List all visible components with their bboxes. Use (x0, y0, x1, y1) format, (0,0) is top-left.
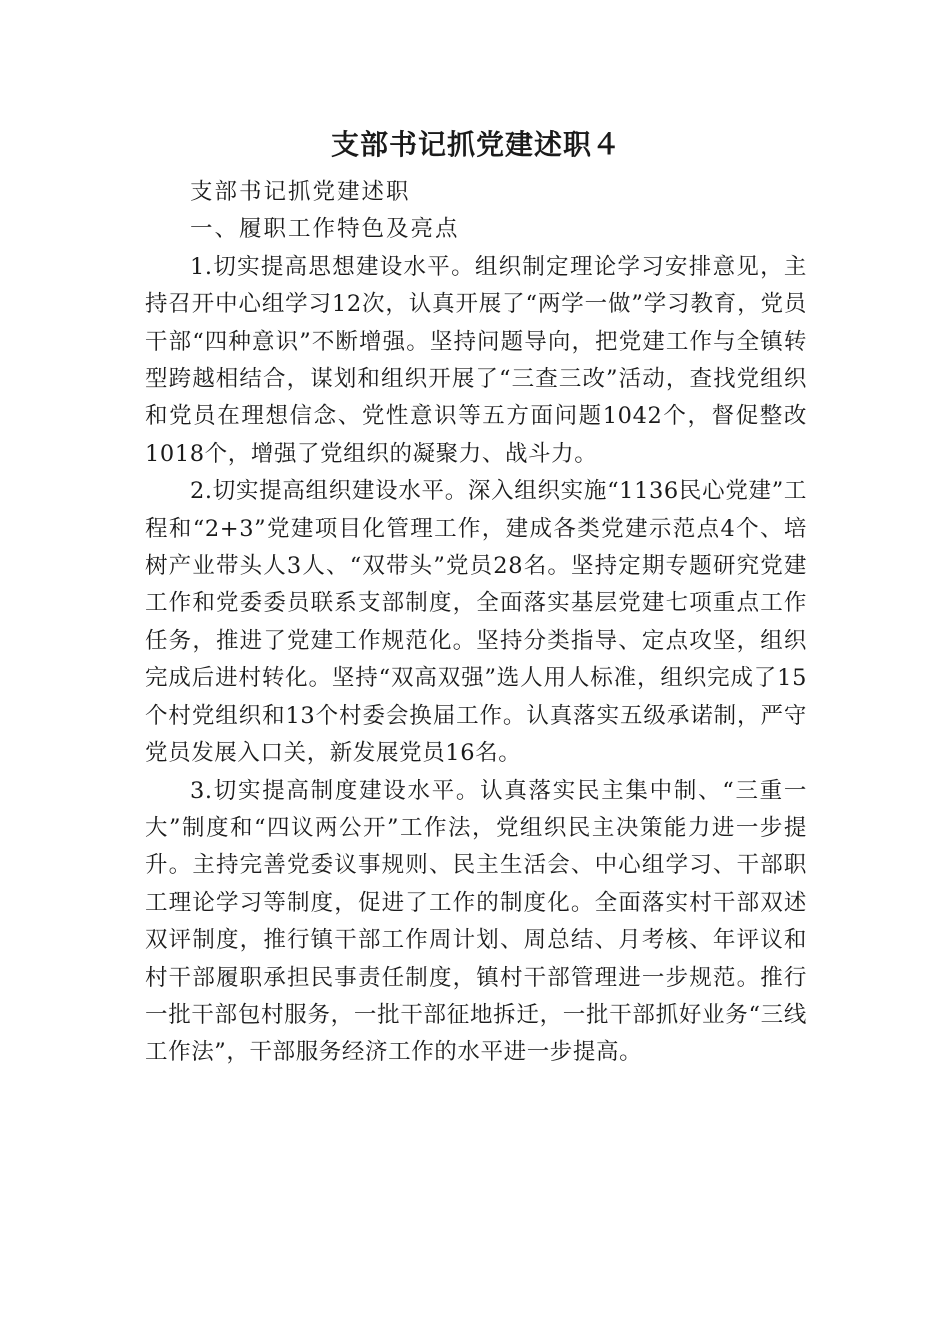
section-heading: 一、履职工作特色及亮点 (190, 216, 460, 243)
paragraph-thought-building: 1.切实提高思想建设水平。组织制定理论学习安排意见，主持召开中心组学习12次，认真开展了“两学一做”学习教育，党员干部“四种意识”不断增强。坚持问题导向，把党建工作与全镇转型跨越相结合，谋划和组织开展了“三查三改”活动，查找党组织和党员在理想信念、党性意识等五方面问题1042个，督促整改1018个，增强了党组织的凝聚力、战斗力。 (145, 253, 807, 467)
paragraph-system-building: 3.切实提高制度建设水平。认真落实民主集中制、“三重一大”制度和“四议两公开”工作法，党组织民主决策能力进一步提升。主持完善党委议事规则、民主生活会、中心组学习、干部职工理论学习等制度，促进了工作的制度化。全面落实村干部双述双评制度，推行镇干部工作周计划、周总结、月考核、年评议和村干部履职承担民事责任制度，镇村干部管理进一步规范。推行一批干部包村服务，一批干部征地拆迁，一批干部抓好业务“三线工作法”，干部服务经济工作的水平进一步提高。 (145, 777, 807, 1066)
document-page (145, 118, 807, 1072)
document-title: 支部书记抓党建述职４ (330, 128, 621, 161)
document-subtitle: 支部书记抓党建述职 (190, 179, 411, 205)
paragraph-organization-building: 2.切实提高组织建设水平。深入组织实施“1136民心党建”工程和“2+3”党建项目化管理工作，建成各类党建示范点4个、培树产业带头人3人、“双带头”党员28名。坚持定期专题研究党建工作和党委委员联系支部制度，全面落实基层党建七项重点工作任务，推进了党建工作规范化。坚持分类指导、定点攻坚，组织完成后进村转化。坚持“双高双强”选人用人标准，组织完成了15个村党组织和13个村委会换届工作。认真落实五级承诺制，严守党员发展入口关，新发展党员16名。 (145, 478, 807, 767)
